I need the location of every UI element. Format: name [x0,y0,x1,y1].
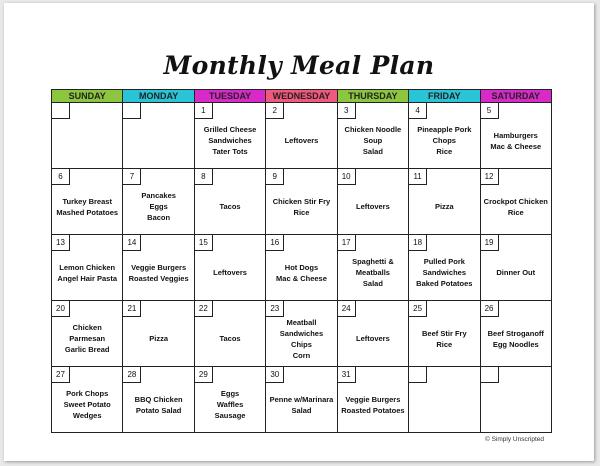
meal-text: Tacos [219,334,241,343]
weekday-header: SATURDAY [480,90,551,103]
meal-text: Beef Stroganoff Egg Noodles [487,328,544,349]
day-cell [409,301,480,367]
meal-text [52,131,122,141]
day-number: 31 [338,367,356,383]
meal-text: Veggie Burgers Roasted Veggies [128,262,189,283]
meal-text: Hamburgers Mac & Cheese [490,130,542,151]
meal-text: Lemon Chicken Angel Hair Pasta [57,262,118,283]
week-row [52,301,552,367]
day-number: 16 [266,235,284,251]
day-number: 5 [481,103,499,119]
day-number: 18 [409,235,427,251]
weekday-header: SUNDAY [52,90,123,103]
day-cell [52,235,123,301]
weekday-header: MONDAY [123,90,194,103]
day-number [52,103,70,119]
day-cell [266,169,337,235]
day-number: 29 [195,367,213,383]
day-number: 3 [338,103,356,119]
day-cell [480,103,551,169]
day-cell [266,367,337,433]
day-number: 4 [409,103,427,119]
day-number: 8 [195,169,213,185]
day-cell [480,169,551,235]
day-cell [194,169,265,235]
week-row [52,169,552,235]
day-number: 23 [266,301,284,317]
meal-text: Tacos [219,202,241,211]
day-number: 9 [266,169,284,185]
day-cell [337,235,408,301]
day-cell [480,367,551,433]
day-cell [337,103,408,169]
meal-text: Veggie Burgers Roasted Potatoes [341,394,405,415]
day-number: 20 [52,301,70,317]
day-cell [409,235,480,301]
meal-text: Leftovers [356,202,390,211]
day-cell [194,367,265,433]
day-number [481,367,499,383]
day-number: 22 [195,301,213,317]
day-cell [123,367,194,433]
day-cell [194,235,265,301]
meal-text: Turkey Breast Mashed Potatoes [56,196,119,217]
meal-text: Spaghetti & Meatballs Salad [352,257,394,288]
calendar-grid [51,89,552,433]
day-number: 30 [266,367,284,383]
meal-text: Leftovers [213,268,247,277]
week-row [52,103,552,169]
meal-text: Chicken Stir Fry Rice [272,196,331,217]
weekday-header-row [52,90,552,103]
day-cell [194,301,265,367]
day-number: 13 [52,235,70,251]
meal-text: Leftovers [356,334,390,343]
meal-text [409,395,479,405]
day-cell [480,235,551,301]
page-title: Monthly Meal Plan [163,51,435,80]
day-cell [337,367,408,433]
week-row [52,367,552,433]
day-cell [266,235,337,301]
day-cell [52,169,123,235]
day-number: 27 [52,367,70,383]
meal-text: Pizza [149,334,169,343]
day-number: 17 [338,235,356,251]
day-number: 7 [123,169,141,185]
meal-text: Pulled Pork Sandwiches Baked Potatoes [416,257,473,288]
day-number: 21 [123,301,141,317]
day-cell [266,301,337,367]
copyright-footer: © Simply Unscripted [485,436,544,443]
weekday-header: FRIDAY [409,90,480,103]
day-cell [52,103,123,169]
day-number: 25 [409,301,427,317]
meal-text: Chicken Noodle Soup Salad [344,125,402,156]
weekday-header: WEDNESDAY [266,90,337,103]
meal-text: Eggs Waffles Sausage [214,389,246,420]
day-cell [123,301,194,367]
day-cell [409,367,480,433]
day-cell [123,169,194,235]
meal-text: Pizza [434,202,454,211]
day-number: 28 [123,367,141,383]
day-number: 26 [481,301,499,317]
day-number: 15 [195,235,213,251]
day-number: 10 [338,169,356,185]
day-cell [266,103,337,169]
day-cell [52,367,123,433]
day-cell [480,301,551,367]
day-number: 6 [52,169,70,185]
meal-text: Dinner Out [496,268,536,277]
meal-text: Grilled Cheese Sandwiches Tater Tots [203,125,257,156]
day-number [409,367,427,383]
meal-text: Pork Chops Sweet Potato Wedges [63,389,111,420]
meal-text: Pineapple Pork Chops Rice [417,125,472,156]
meal-plan-page [4,3,594,461]
day-cell [123,103,194,169]
meal-text: Crockpot Chicken Rice [483,196,548,217]
meal-text: Hot Dogs Mac & Cheese [276,262,327,283]
day-number: 12 [481,169,499,185]
day-cell [194,103,265,169]
day-cell [123,235,194,301]
meal-text: Meatball Sandwiches Chips Corn [279,317,324,360]
meal-text: Leftovers [284,136,319,145]
meal-text: Chicken Parmesan Garlic Bread [64,323,110,354]
day-cell [337,301,408,367]
weekday-header: THURSDAY [337,90,408,103]
day-number: 2 [266,103,284,119]
day-number: 24 [338,301,356,317]
day-number: 19 [481,235,499,251]
day-cell [409,103,480,169]
day-number [123,103,141,119]
week-row [52,235,552,301]
meal-text: Beef Stir Fry Rice [422,328,467,349]
day-number: 11 [409,169,427,185]
day-cell [52,301,123,367]
day-number: 14 [123,235,141,251]
meal-text [123,131,193,141]
meal-text [481,395,551,405]
meal-text: Pancakes Eggs Bacon [141,191,176,222]
day-cell [337,169,408,235]
meal-text: Penne w/Marinara Salad [269,394,334,415]
meal-text: BBQ Chicken Potato Salad [134,394,183,415]
day-number: 1 [195,103,213,119]
weekday-header: TUESDAY [194,90,265,103]
day-cell [409,169,480,235]
